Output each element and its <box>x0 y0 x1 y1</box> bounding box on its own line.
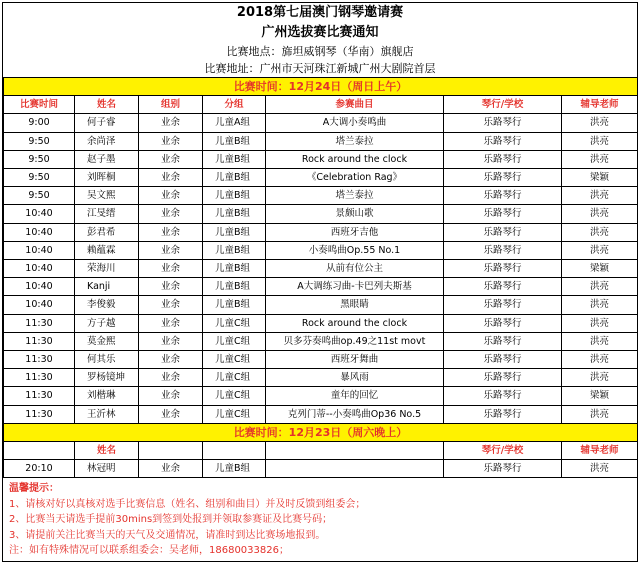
name-cell: 彭君希 <box>75 223 139 241</box>
group-cell: 儿童C组 <box>203 351 266 369</box>
name-cell: 赵子墨 <box>75 150 139 168</box>
category-cell: 业余 <box>139 278 203 296</box>
piece-cell: 塔兰泰拉 <box>266 132 444 150</box>
col-header-piece: 参赛曲目 <box>266 96 444 114</box>
category-cell: 业余 <box>139 405 203 423</box>
table-row <box>4 314 638 332</box>
time-cell: 11:30 <box>4 314 75 332</box>
name-cell: 刘楷琳 <box>75 387 139 405</box>
school-cell: 乐路琴行 <box>444 205 562 223</box>
group-cell: 儿童B组 <box>203 260 266 278</box>
name-cell: 李俊毅 <box>75 296 139 314</box>
time-cell: 11:30 <box>4 405 75 423</box>
time-cell: 9:00 <box>4 114 75 132</box>
teacher-cell: 洪亮 <box>562 205 638 223</box>
col-header-school: 琴行/学校 <box>444 442 562 460</box>
piece-cell: A大调练习曲-卡巴列夫斯基 <box>266 278 444 296</box>
category-cell: 业余 <box>139 314 203 332</box>
time-cell: 10:40 <box>4 223 75 241</box>
group-cell: 儿童B组 <box>203 296 266 314</box>
piece-cell: 塔兰泰拉 <box>266 187 444 205</box>
teacher-cell: 洪亮 <box>562 405 638 423</box>
tips-line: 注：如有特殊情况可以联系组委会：吴老师，18680033826； <box>9 545 289 557</box>
category-cell: 业余 <box>139 369 203 387</box>
category-cell: 业余 <box>139 351 203 369</box>
table-row <box>4 296 638 314</box>
col-header-name: 姓名 <box>75 96 139 114</box>
session2-banner: 比赛时间：12月23日（周六晚上） <box>4 423 638 441</box>
teacher-cell: 洪亮 <box>562 114 638 132</box>
name-cell: 莫金熙 <box>75 332 139 350</box>
piece-cell: 《Celebration Rag》 <box>266 169 444 187</box>
table-row <box>4 241 638 259</box>
category-cell: 业余 <box>139 241 203 259</box>
schedule-body <box>4 78 638 478</box>
table-row <box>4 369 638 387</box>
group-cell: 儿童A组 <box>203 114 266 132</box>
name-cell: 方子越 <box>75 314 139 332</box>
school-cell: 乐路琴行 <box>444 114 562 132</box>
category-cell: 业余 <box>139 114 203 132</box>
piece-cell: 克列门蒂--小奏鸣曲Op36 No.5 <box>266 405 444 423</box>
group-cell: 儿童C组 <box>203 387 266 405</box>
time-cell: 9:50 <box>4 187 75 205</box>
school-cell: 乐路琴行 <box>444 405 562 423</box>
teacher-cell: 洪亮 <box>562 332 638 350</box>
name-cell: 吴文熙 <box>75 187 139 205</box>
piece-cell: 从前有位公主 <box>266 260 444 278</box>
venue-line: 比赛地点：旆坦威钢琴（华南）旗舰店 <box>226 45 414 58</box>
piece-cell: 童年的回忆 <box>266 387 444 405</box>
name-cell: Kanji <box>75 278 139 296</box>
time-cell: 11:30 <box>4 332 75 350</box>
table-row <box>4 132 638 150</box>
school-cell: 乐路琴行 <box>444 387 562 405</box>
category-cell: 业余 <box>139 296 203 314</box>
piece-cell: Rock around the clock <box>266 150 444 168</box>
group-cell: 儿童B组 <box>203 205 266 223</box>
time-cell: 11:30 <box>4 351 75 369</box>
teacher-cell: 洪亮 <box>562 296 638 314</box>
table-row <box>4 205 638 223</box>
table-row <box>4 278 638 296</box>
time-cell: 10:40 <box>4 241 75 259</box>
teacher-cell: 洪亮 <box>562 150 638 168</box>
address-line: 比赛地址：广州市天河珠江新城广州大剧院首层 <box>204 62 436 75</box>
teacher-cell: 洪亮 <box>562 351 638 369</box>
group-cell: 儿童C组 <box>203 332 266 350</box>
group-cell: 儿童C组 <box>203 369 266 387</box>
category-cell: 业余 <box>139 332 203 350</box>
table-row <box>4 387 638 405</box>
time-cell: 11:30 <box>4 369 75 387</box>
category-cell: 业余 <box>139 187 203 205</box>
school-cell: 乐路琴行 <box>444 241 562 259</box>
school-cell: 乐路琴行 <box>444 260 562 278</box>
time-cell: 9:50 <box>4 132 75 150</box>
session1-banner: 比赛时间：12月24日（周日上午） <box>4 78 638 96</box>
table-row <box>4 260 638 278</box>
teacher-cell: 洪亮 <box>562 314 638 332</box>
tips-section <box>3 478 637 561</box>
category-cell: 业余 <box>139 150 203 168</box>
school-cell: 乐路琴行 <box>444 278 562 296</box>
time-cell: 11:30 <box>4 387 75 405</box>
piece-cell: 贝多芬奏鸣曲op.49之11st movt <box>266 332 444 350</box>
category-cell: 业余 <box>139 387 203 405</box>
teacher-cell: 洪亮 <box>562 187 638 205</box>
tips-heading: 温馨提示： <box>9 483 59 495</box>
col-header-school: 琴行/学校 <box>444 96 562 114</box>
table-row <box>4 223 638 241</box>
name-cell: 罗杨镜坤 <box>75 369 139 387</box>
category-cell: 业余 <box>139 205 203 223</box>
name-cell: 何子睿 <box>75 114 139 132</box>
category-cell: 业余 <box>139 132 203 150</box>
col-header-category <box>139 442 203 460</box>
piece-cell: Rock around the clock <box>266 314 444 332</box>
category-cell: 业余 <box>139 169 203 187</box>
time-cell: 10:40 <box>4 278 75 296</box>
table-row <box>4 150 638 168</box>
teacher-cell: 洪亮 <box>562 132 638 150</box>
group-cell: 儿童B组 <box>203 241 266 259</box>
school-cell: 乐路琴行 <box>444 296 562 314</box>
school-cell: 乐路琴行 <box>444 223 562 241</box>
piece-cell: 暴风雨 <box>266 369 444 387</box>
name-cell: 刘晖桐 <box>75 169 139 187</box>
table-row <box>4 332 638 350</box>
teacher-cell: 洪亮 <box>562 278 638 296</box>
group-cell: 儿童C组 <box>203 405 266 423</box>
session1-header-row <box>4 96 638 114</box>
time-cell: 9:50 <box>4 169 75 187</box>
tips-line: 3、请提前关注比赛当天的天气及交通情况，请准时到达比赛场地报到。 <box>9 529 326 541</box>
tips-line: 1、请核对好以真核对选手比赛信息（姓名、组别和曲目）并及时反馈到组委会； <box>9 498 366 510</box>
teacher-cell: 梁颖 <box>562 260 638 278</box>
school-cell: 乐路琴行 <box>444 187 562 205</box>
col-header-category: 组别 <box>139 96 203 114</box>
col-header-name: 姓名 <box>75 442 139 460</box>
teacher-cell: 梁颖 <box>562 169 638 187</box>
school-cell: 乐路琴行 <box>444 150 562 168</box>
teacher-cell: 洪亮 <box>562 241 638 259</box>
time-cell: 10:40 <box>4 205 75 223</box>
table-row <box>4 460 638 478</box>
schedule-table <box>3 77 638 478</box>
school-cell: 乐路琴行 <box>444 132 562 150</box>
teacher-cell: 洪亮 <box>562 223 638 241</box>
category-cell: 业余 <box>139 260 203 278</box>
school-cell: 乐路琴行 <box>444 169 562 187</box>
col-header-time: 比赛时间 <box>4 96 75 114</box>
table-row <box>4 405 638 423</box>
teacher-cell: 梁颖 <box>562 387 638 405</box>
school-cell: 乐路琴行 <box>444 369 562 387</box>
time-cell: 9:50 <box>4 150 75 168</box>
category-cell: 业余 <box>139 460 203 478</box>
name-cell: 何其乐 <box>75 351 139 369</box>
col-header-piece <box>266 442 444 460</box>
col-header-teacher: 辅导老师 <box>562 96 638 114</box>
col-header-time <box>4 442 75 460</box>
school-cell: 乐路琴行 <box>444 314 562 332</box>
group-cell: 儿童B组 <box>203 223 266 241</box>
notice-sheet <box>2 2 638 562</box>
table-row <box>4 187 638 205</box>
col-header-group <box>203 442 266 460</box>
piece-cell: 小奏鸣曲Op.55 No.1 <box>266 241 444 259</box>
name-cell: 王沂林 <box>75 405 139 423</box>
category-cell: 业余 <box>139 223 203 241</box>
group-cell: 儿童B组 <box>203 132 266 150</box>
notice-title: 2018第七届澳门钢琴邀请赛 <box>236 5 404 20</box>
name-cell: 余尚泽 <box>75 132 139 150</box>
piece-cell: 黑眼睛 <box>266 296 444 314</box>
group-cell: 儿童B组 <box>203 278 266 296</box>
col-header-teacher: 辅导老师 <box>562 442 638 460</box>
time-cell: 10:40 <box>4 296 75 314</box>
group-cell: 儿童C组 <box>203 314 266 332</box>
piece-cell: 西班牙吉他 <box>266 223 444 241</box>
name-cell: 江旻缙 <box>75 205 139 223</box>
col-header-group: 分组 <box>203 96 266 114</box>
group-cell: 儿童B组 <box>203 169 266 187</box>
group-cell: 儿童B组 <box>203 460 266 478</box>
piece-cell: A大调小奏鸣曲 <box>266 114 444 132</box>
time-cell: 10:40 <box>4 260 75 278</box>
notice-subtitle: 广州选拔赛比赛通知 <box>261 25 379 40</box>
piece-cell <box>266 460 444 478</box>
tips-line: 2、比赛当天请选手提前30mins到签到处报到并领取参赛证及比赛号码； <box>9 514 333 526</box>
piece-cell: 景颇山歌 <box>266 205 444 223</box>
teacher-cell: 洪亮 <box>562 369 638 387</box>
school-cell: 乐路琴行 <box>444 332 562 350</box>
session2-header-row <box>4 442 638 460</box>
group-cell: 儿童B组 <box>203 187 266 205</box>
time-cell: 20:10 <box>4 460 75 478</box>
teacher-cell: 洪亮 <box>562 460 638 478</box>
name-cell: 林冠明 <box>75 460 139 478</box>
group-cell: 儿童B组 <box>203 150 266 168</box>
name-cell: 荣海川 <box>75 260 139 278</box>
piece-cell: 西班牙舞曲 <box>266 351 444 369</box>
school-cell: 乐路琴行 <box>444 351 562 369</box>
table-row <box>4 351 638 369</box>
table-row <box>4 114 638 132</box>
table-row <box>4 169 638 187</box>
school-cell: 乐路琴行 <box>444 460 562 478</box>
name-cell: 赖蕴霖 <box>75 241 139 259</box>
